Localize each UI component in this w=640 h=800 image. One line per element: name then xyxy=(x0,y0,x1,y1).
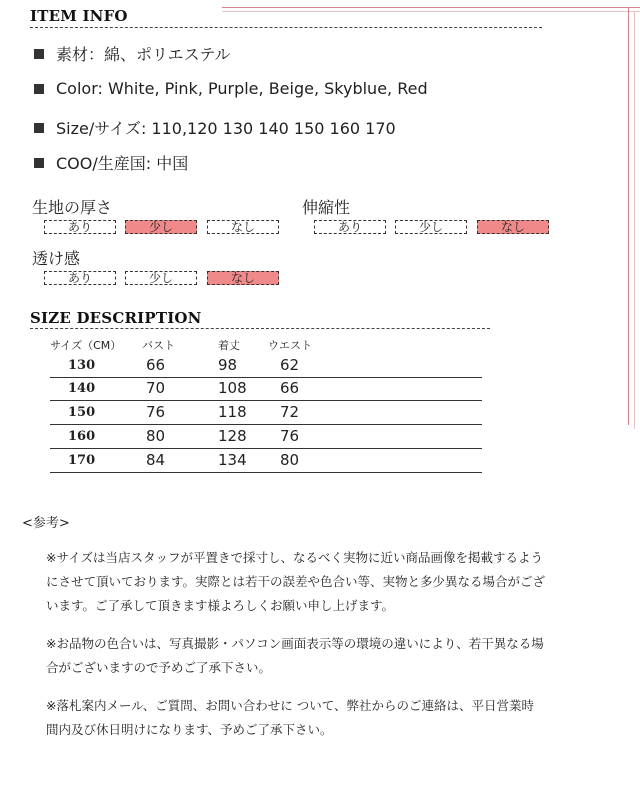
table-row xyxy=(50,402,482,425)
length-cell: 108 xyxy=(218,379,247,397)
bust-cell: 84 xyxy=(146,451,166,469)
bullet-square-icon xyxy=(34,84,44,94)
size-cell: 150 xyxy=(68,405,96,420)
sheer-label: 透け感 xyxy=(32,249,81,268)
length-cell: 134 xyxy=(218,451,247,469)
waist-cell: 62 xyxy=(280,356,300,374)
bullet-square-icon xyxy=(34,49,44,59)
decorative-frame-top-inner xyxy=(222,11,640,12)
material-text: 素材：綿、ポリエステル xyxy=(56,45,231,64)
size-cell: 130 xyxy=(68,358,96,373)
stretch-label: 伸縮性 xyxy=(302,198,351,217)
stretch-option: 少し xyxy=(395,220,467,234)
bullet-square-icon xyxy=(34,123,44,133)
sheer-option: あり xyxy=(44,271,116,285)
color-text: Color: White, Pink, Purple, Beige, Skyblue, Red xyxy=(56,79,428,98)
header-length: 着丈 xyxy=(218,339,240,352)
material-row xyxy=(34,42,231,65)
size-cell: 140 xyxy=(68,381,96,396)
header-size: サイズ（CM） xyxy=(50,339,122,352)
bust-cell: 70 xyxy=(146,379,166,397)
length-cell: 128 xyxy=(218,427,247,445)
header-bust: バスト xyxy=(142,339,175,352)
length-cell: 98 xyxy=(218,356,238,374)
waist-cell: 66 xyxy=(280,379,300,397)
decorative-frame-right xyxy=(628,7,629,425)
color-row xyxy=(34,79,428,98)
thickness-label: 生地の厚さ xyxy=(32,198,113,217)
thickness-option: あり xyxy=(44,220,116,234)
stretch-option: なし xyxy=(477,220,549,234)
thickness-option: 少し xyxy=(125,220,197,234)
thickness-option: なし xyxy=(207,220,279,234)
bullet-square-icon xyxy=(34,158,44,168)
size-row-info xyxy=(34,116,396,139)
size-description-title: SIZE DESCRIPTION xyxy=(30,309,202,327)
decorative-frame-right-inner xyxy=(634,11,635,429)
table-row xyxy=(50,450,482,473)
item-info-title: ITEM INFO xyxy=(30,7,128,25)
item-info-divider xyxy=(30,27,542,28)
waist-cell: 72 xyxy=(280,403,300,421)
stretch-option: あり xyxy=(314,220,386,234)
bust-cell: 66 xyxy=(146,356,166,374)
sheer-option: なし xyxy=(207,271,279,285)
reference-title: <参考> xyxy=(22,516,70,531)
decorative-frame-top xyxy=(222,7,640,8)
size-cell: 170 xyxy=(68,453,96,468)
waist-cell: 76 xyxy=(280,427,300,445)
reference-note-contact: ※落札案内メール、ご質問、お問い合わせに ついて、弊社からのご連絡は、平日営業時間内及び休日明けになります、予めご了承下さい。 xyxy=(46,698,534,737)
header-waist: ウエスト xyxy=(268,339,312,352)
size-cell: 160 xyxy=(68,429,96,444)
reference-note-color: ※お品物の色合いは、写真撮影・パソコン画面表示等の環境の違いにより、若干異なる場合がございますので予めご了承下さい。 xyxy=(46,636,544,675)
table-row xyxy=(50,378,482,401)
coo-row xyxy=(34,151,188,174)
length-cell: 118 xyxy=(218,403,247,421)
table-row xyxy=(50,355,482,378)
coo-text: COO/生産国: 中国 xyxy=(56,154,189,173)
bust-cell: 80 xyxy=(146,427,166,445)
table-row xyxy=(50,426,482,449)
sheer-option: 少し xyxy=(125,271,197,285)
size-text: Size/サイズ: 110,120 130 140 150 160 170 xyxy=(56,119,396,138)
size-description-divider xyxy=(30,328,490,329)
reference-note-size: ※サイズは当店スタッフが平置きで採寸し、なるべく実物に近い商品画像を掲載するようにさせて頂いております。実際とは若干の誤差や色合い等、実物と多少異なる場合がございます。ご了承して頂きます様よろしくお願い申し上げます。 xyxy=(46,550,546,613)
waist-cell: 80 xyxy=(280,451,300,469)
bust-cell: 76 xyxy=(146,403,166,421)
